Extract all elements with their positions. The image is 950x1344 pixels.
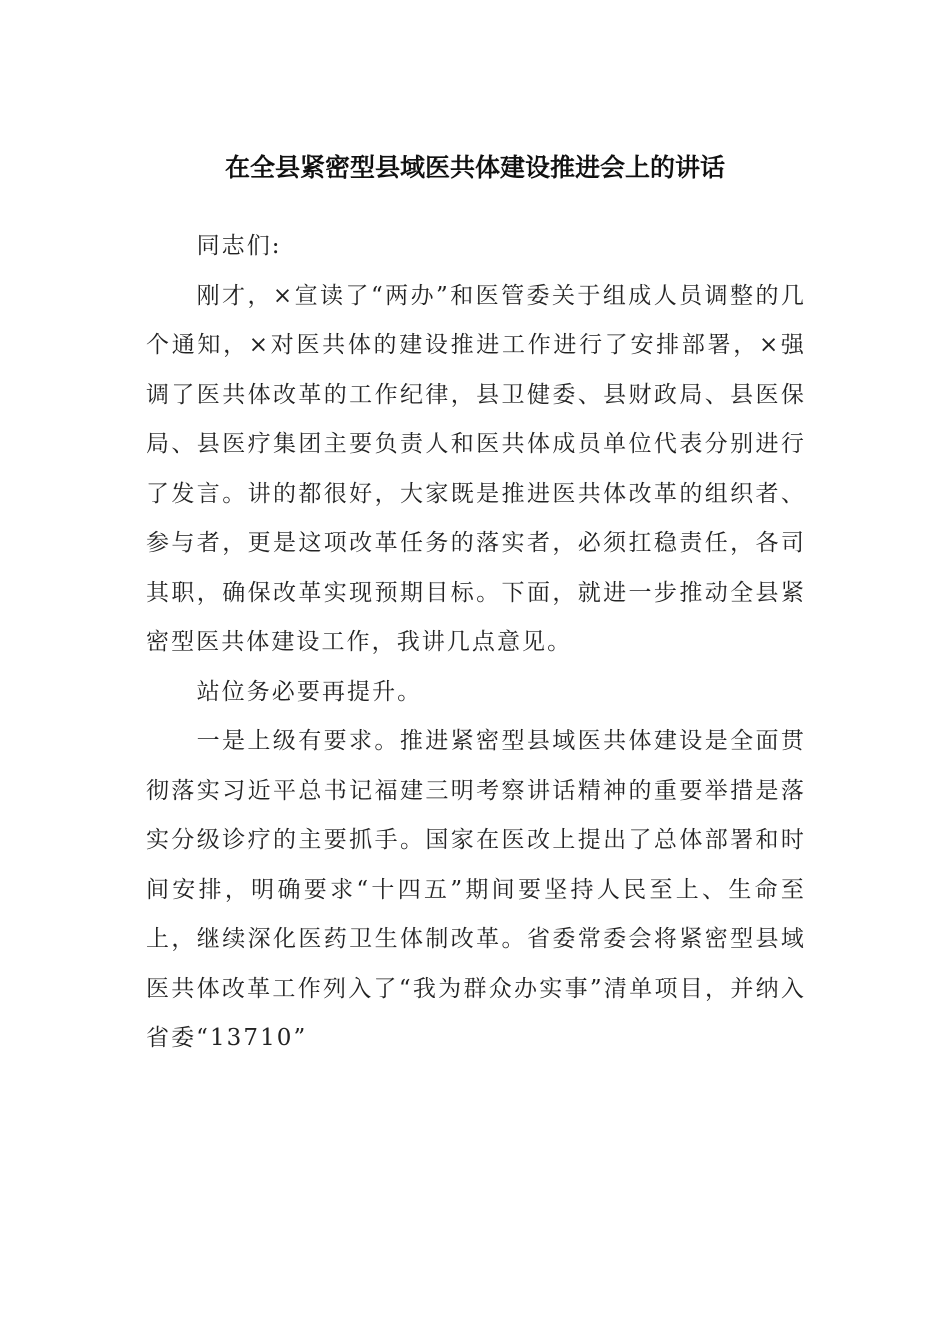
document-title: 在全县紧密型县域医共体建设推进会上的讲话 bbox=[224, 153, 725, 182]
salutation-paragraph: 同志们: bbox=[196, 233, 282, 259]
section-heading-paragraph: 站位务必要再提升。 bbox=[196, 678, 423, 705]
body-paragraph: 刚才，×宣读了“两办”和医管委关于组成人员调整的几个通知，×对医共体的建设推进工作进行了安排部署，×强调了医共体改革的工作纪律，县卫健委、县财政局、县医保局、县医疗集团主要负责人和医共体成员单位代表分别进行了发言。讲的都很好，大家既是推进医共体改革的组织者、参与者，更是这项改革任务的落实者，必须扛稳责任，各司其职，确保改革实现预期目标。下面，就进一步推动全县紧密型医共体建设工作，我讲几点意见。 bbox=[146, 282, 806, 655]
body-paragraph: 一是上级有要求。推进紧密型县域医共体建设是全面贯彻落实习近平总书记福建三明考察讲话精神的重要举措是落实分级诊疗的主要抓手。国家在医改上提出了总体部署和时间安排，明确要求“十四五”期间要坚持人民至上、生命至上，继续深化医药卫生体制改革。省委常委会将紧密型县域医共体改革工作列入了“我为群众办实事”清单项目，并纳入省委“13710” bbox=[146, 728, 806, 1051]
document-body bbox=[146, 222, 806, 1064]
